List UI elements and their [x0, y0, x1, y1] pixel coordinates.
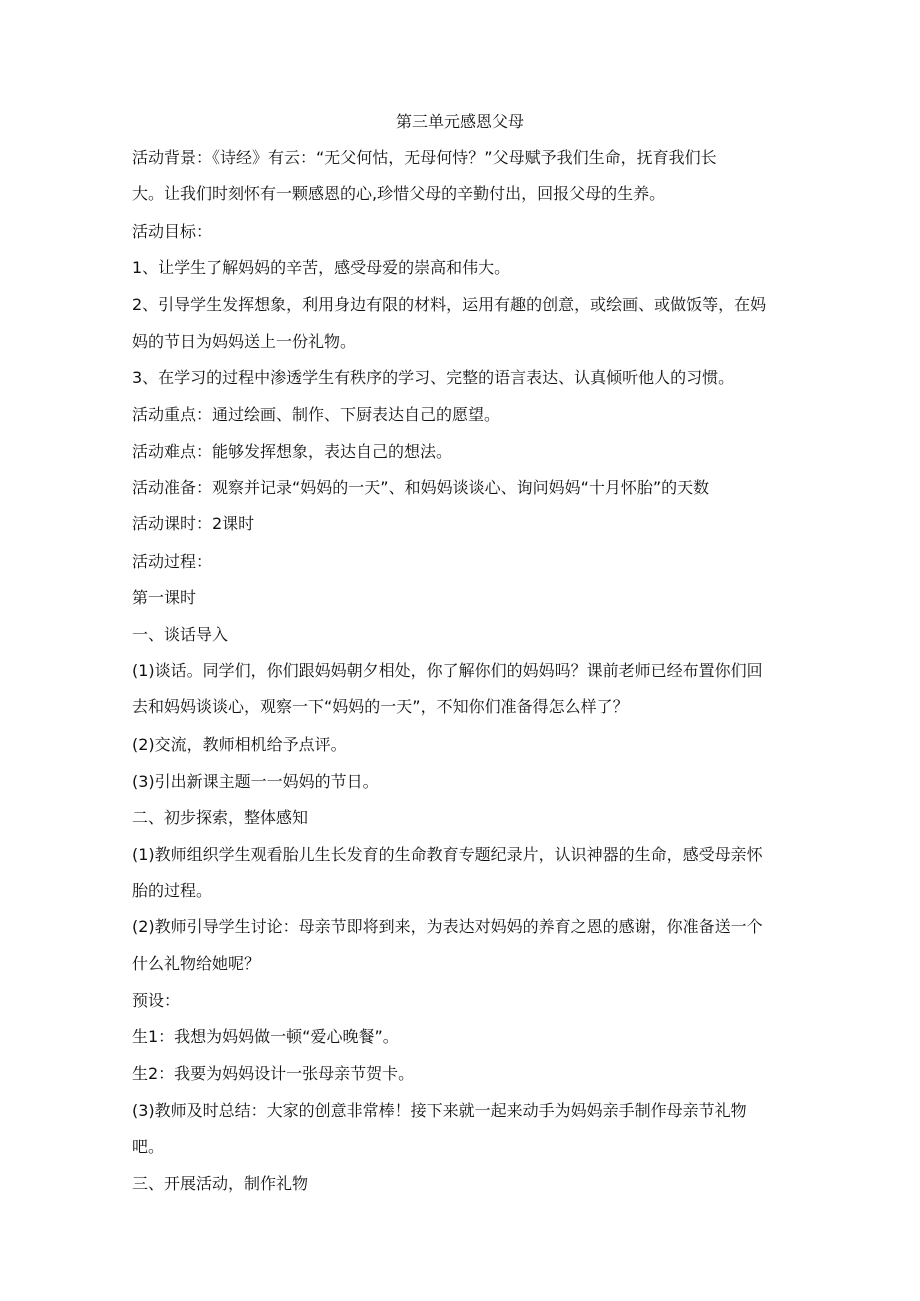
text-line: (2)交流，教师相机给予点评。 — [132, 735, 347, 754]
text-line: 活动目标： — [132, 222, 213, 241]
text-line: 活动过程： — [132, 552, 213, 571]
text-line: 活动难点：能够发挥想象，表达自己的想法。 — [132, 442, 453, 461]
text-line: (3)引出新课主题一一妈妈的节日。 — [132, 772, 379, 791]
document-title: 第三单元感恩父母 — [395, 112, 524, 131]
text-line: (3)教师及时总结：大家的创意非常棒！接下来就一起来动手为妈妈亲手制作母亲节礼物 — [132, 1101, 747, 1120]
text-line: (1)谈话。同学们，你们跟妈妈朝夕相处，你了解你们的妈妈吗？课前老师已经布置你们回 — [132, 661, 763, 680]
text-line: 二、初步探索，整体感知 — [132, 808, 309, 827]
text-line: (2)教师引导学生讨论：母亲节即将到来，为表达对妈妈的养育之恩的感谢，你准备送一个 — [132, 917, 763, 936]
text-line: 三、开展活动，制作礼物 — [132, 1174, 309, 1193]
text-line: 第一课时 — [132, 588, 197, 607]
text-line: 预设： — [132, 991, 181, 1010]
text-line: 3、在学习的过程中渗透学生有秩序的学习、完整的语言表达、认真倾听他人的习惯。 — [132, 368, 735, 387]
text-line: 胎的过程。 — [132, 881, 213, 900]
text-line: 1、让学生了解妈妈的辛苦，感受母爱的崇高和伟大。 — [132, 258, 511, 277]
text-line: 活动背景：《诗经》有云：“无父何怙，无母何恃？”父母赋予我们生命，抚育我们长 — [132, 148, 717, 167]
text-line: 2、引导学生发挥想象，利用身边有限的材料，运用有趣的创意，或绘画、或做饭等，在妈 — [132, 295, 767, 314]
text-line: 什么礼物给她呢？ — [132, 954, 261, 973]
text-line: 生1：我想为妈妈做一顿“爱心晚餐”。 — [132, 1027, 399, 1046]
text-line: 活动重点：通过绘画、制作、下厨表达自己的愿望。 — [132, 405, 501, 424]
text-line: 大。让我们时刻怀有一颗感恩的心,珍惜父母的辛勤付出，回报父母的生养。 — [132, 184, 666, 203]
text-line: 生2：我要为妈妈设计一张母亲节贺卡。 — [132, 1064, 415, 1083]
text-line: 吧。 — [132, 1137, 165, 1156]
text-line: 活动课时：2课时 — [132, 514, 255, 533]
text-line: 去和妈妈谈谈心，观察一下“妈妈的一天”，不知你们准备得怎么样了？ — [132, 697, 629, 716]
text-line: 一、谈话导入 — [132, 625, 229, 644]
text-line: (1)教师组织学生观看胎儿生长发育的生命教育专题纪录片，认识神器的生命，感受母亲怀 — [132, 845, 763, 864]
text-line: 妈的节日为妈妈送上一份礼物。 — [132, 332, 357, 351]
text-line: 活动准备：观察并记录“妈妈的一天”、和妈妈谈谈心、询问妈妈“十月怀胎”的天数 — [132, 478, 710, 497]
